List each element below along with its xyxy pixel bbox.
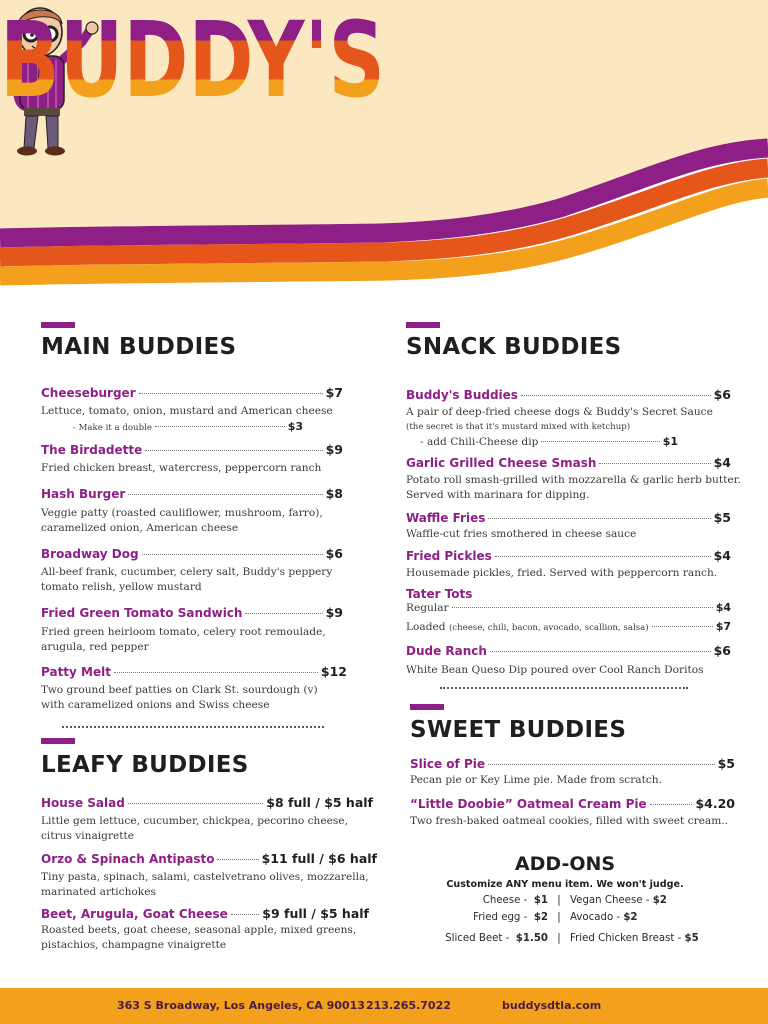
- item-note: (the secret is that it's mustard mixed with ketchup): [406, 422, 631, 432]
- menu-header: [0, 0, 768, 300]
- item-description: with caramelized onions and Swiss cheese: [41, 699, 270, 711]
- section-divider: [62, 726, 324, 728]
- section-accent-bar: [410, 704, 444, 710]
- item-addon-chili-cheese: - add Chili-Cheese dip $1: [420, 435, 678, 448]
- menu-item-buddys-buddies: Buddy's Buddies $6: [406, 387, 731, 402]
- menu-item-dude-ranch: Dude Ranch $6: [406, 643, 731, 658]
- tater-tots-loaded: Loaded (cheese, chili, bacon, avocado, scallion, salsa) $7: [406, 620, 731, 633]
- item-description: Pecan pie or Key Lime pie. Made from scratch.: [410, 774, 662, 786]
- item-description: Fried chicken breast, watercress, peppercorn ranch: [41, 462, 322, 474]
- menu-item-beet-arugula: Beet, Arugula, Goat Cheese $9 full / $5 half: [41, 906, 369, 921]
- addon-row: Cheese - $1 | Vegan Cheese - $2: [482, 895, 667, 906]
- item-description: A pair of deep-fried cheese dogs & Buddy's Secret Sauce: [406, 406, 713, 418]
- menu-item-broadway-dog: Broadway Dog $6: [41, 546, 343, 561]
- section-accent-bar: [41, 738, 75, 744]
- footer-address: 363 S Broadway, Los Angeles, CA 90013: [117, 999, 365, 1012]
- menu-item-patty-melt: Patty Melt $12: [41, 664, 347, 679]
- item-description: Roasted beets, goat cheese, seasonal apple, mixed greens,: [41, 924, 357, 936]
- menu-item-hash-burger: Hash Burger $8: [41, 486, 343, 501]
- addon-row: Sliced Beet - $1.50 | Fried Chicken Breast - $5: [445, 933, 699, 944]
- item-description: citrus vinaigrette: [41, 830, 135, 842]
- item-description: White Bean Queso Dip poured over Cool Ranch Doritos: [406, 664, 704, 676]
- menu-item-oatmeal-cream-pie: “Little Doobie” Oatmeal Cream Pie $4.20: [410, 796, 735, 811]
- item-description: Two ground beef patties on Clark St. sourdough (v): [41, 684, 318, 696]
- item-name: Cheeseburger: [41, 386, 136, 400]
- item-description: Tiny pasta, spinach, salami, castelvetrano olives, mozzarella,: [41, 871, 369, 883]
- menu-item-house-salad: House Salad $8 full / $5 half: [41, 795, 373, 810]
- tater-tots-regular: Regular $4: [406, 601, 731, 614]
- section-title-leafy: LEAFY BUDDIES: [41, 752, 249, 778]
- section-title-snack: SNACK BUDDIES: [406, 334, 622, 360]
- item-description: All-beef frank, cucumber, celery salt, Buddy's peppery: [41, 566, 333, 578]
- addons-subtitle: Customize ANY menu item. We won't judge.: [446, 879, 684, 890]
- footer-bar: [0, 988, 768, 1024]
- section-title-main: MAIN BUDDIES: [41, 334, 237, 360]
- item-description: Fried green heirloom tomato, celery root remoulade,: [41, 626, 326, 638]
- item-description: Little gem lettuce, cucumber, chickpea, pecorino cheese,: [41, 815, 348, 827]
- item-description: Waffle-cut fries smothered in cheese sauce: [406, 528, 637, 540]
- item-description: tomato relish, yellow mustard: [41, 581, 202, 593]
- item-description: arugula, red pepper: [41, 641, 149, 653]
- footer-website-link[interactable]: buddysdtla.com: [502, 999, 602, 1012]
- item-description: Housemade pickles, fried. Served with peppercorn ranch.: [406, 567, 718, 579]
- item-description: pistachios, champagne vinaigrette: [41, 939, 227, 951]
- addon-row: Fried egg - $2 | Avocado - $2: [473, 912, 638, 923]
- item-description: Lettuce, tomato, onion, mustard and American cheese: [41, 405, 333, 417]
- item-description: marinated artichokes: [41, 886, 156, 898]
- addons-title: ADD-ONS: [514, 853, 616, 875]
- section-divider: [440, 687, 688, 689]
- item-description: Potato roll smash-grilled with mozzarella & garlic herb butter.: [406, 474, 741, 486]
- menu-item-orzo-antipasto: Orzo & Spinach Antipasto $11 full / $6 half: [41, 851, 377, 866]
- menu-item-cheeseburger: [41, 385, 343, 400]
- item-description: Veggie patty (roasted cauliflower, mushroom, farro),: [41, 507, 323, 519]
- footer-phone[interactable]: 213.265.7022: [366, 999, 451, 1012]
- section-accent-bar: [406, 322, 440, 328]
- menu-item-tater-tots: Tater Tots: [406, 587, 473, 601]
- buddys-logo: [0, 0, 390, 121]
- menu-item-slice-of-pie: Slice of Pie $5: [410, 756, 735, 771]
- logo-wordmark: BUDDY'S: [0, 0, 385, 121]
- item-description: caramelized onion, American cheese: [41, 522, 239, 534]
- menu-item-waffle-fries: Waffle Fries $5: [406, 510, 731, 525]
- menu-item-fried-pickles: Fried Pickles $4: [406, 548, 731, 563]
- menu-item-birdadette: The Birdadette $9: [41, 442, 343, 457]
- section-title-sweet: SWEET BUDDIES: [410, 717, 627, 743]
- menu-item-garlic-grilled-cheese: Garlic Grilled Cheese Smash $4: [406, 455, 731, 470]
- section-accent-bar: [41, 322, 75, 328]
- item-description: Served with marinara for dipping.: [406, 489, 590, 501]
- item-price: $7: [325, 385, 343, 400]
- item-addon-double: - Make it a double $3: [73, 420, 303, 433]
- menu-item-fried-green-tomato: Fried Green Tomato Sandwich $9: [41, 605, 343, 620]
- item-description: Two fresh-baked oatmeal cookies, filled with sweet cream..: [410, 815, 728, 827]
